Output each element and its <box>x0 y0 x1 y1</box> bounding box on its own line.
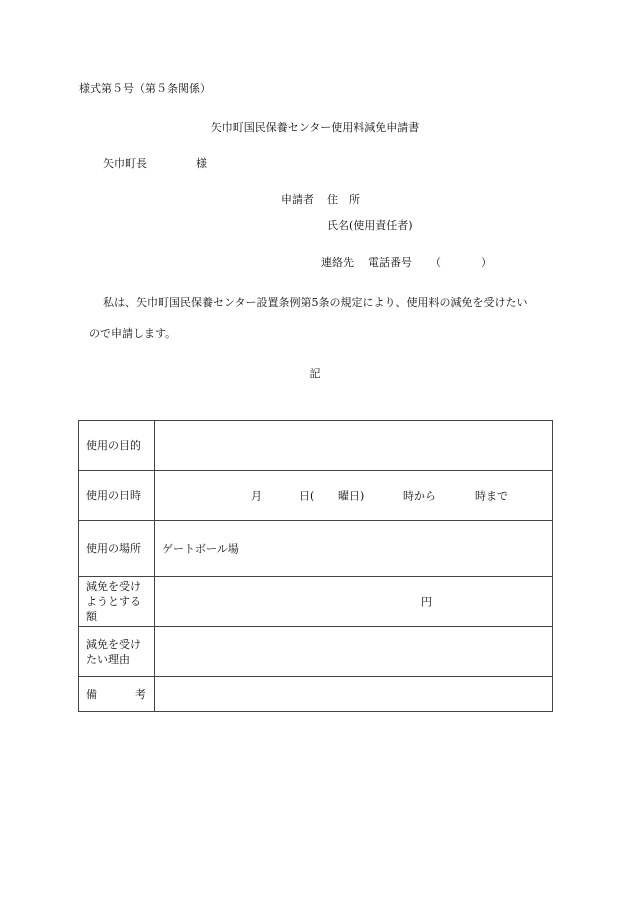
purpose-label: 使用の目的 <box>79 421 155 471</box>
amount-value <box>155 577 553 627</box>
page-title: 矢巾町国民保養センター使用料減免申請書 <box>210 121 420 134</box>
remarks-label-left: 備 <box>86 687 97 701</box>
row-datetime <box>79 471 553 521</box>
place-value-text: ゲートボール場 <box>162 542 239 555</box>
details-table <box>78 420 553 712</box>
amount-label-line-1: 減免を受け <box>86 580 141 593</box>
contact-label: 連絡先 <box>321 256 354 269</box>
ki-heading: 記 <box>309 367 321 380</box>
amount-label-line-2: ようとする <box>86 595 141 608</box>
row-reason <box>79 627 553 677</box>
purpose-value <box>155 421 553 471</box>
weekday-label: 曜日) <box>338 489 365 502</box>
yen-unit: 円 <box>421 595 432 608</box>
time-from-label: 時から <box>403 489 436 502</box>
form-number: 様式第５号（第５条関係） <box>79 82 211 95</box>
time-to-label: 時まで <box>475 489 508 502</box>
row-place <box>79 521 553 577</box>
body-text-line-2: ので申請します。 <box>89 327 177 340</box>
address-label: 住 所 <box>327 193 360 206</box>
day-label: 日( <box>299 489 315 502</box>
applicant-label: 申請者 <box>281 193 314 206</box>
name-label: 氏名(使用責任者) <box>327 219 413 232</box>
datetime-value <box>155 471 553 521</box>
body-text-line-1: 私は、矢巾町国民保養センター設置条例第5条の規定により、使用料の減免を受けたい <box>103 296 528 309</box>
phone-paren-open: （ <box>430 256 441 269</box>
datetime-label: 使用の日時 <box>79 471 155 521</box>
reason-label <box>79 627 155 677</box>
row-purpose <box>79 421 553 471</box>
place-label: 使用の場所 <box>79 521 155 577</box>
addressee-name: 矢巾町長 <box>103 157 147 170</box>
reason-label-line-2: たい理由 <box>86 652 130 666</box>
addressee-honorific: 様 <box>196 157 207 170</box>
remarks-label <box>79 677 155 712</box>
row-amount <box>79 577 553 627</box>
reason-label-line-1: 減免を受け <box>86 637 141 651</box>
phone-paren-close: ） <box>481 256 492 269</box>
reason-value <box>155 627 553 677</box>
remarks-label-right: 考 <box>135 687 146 701</box>
place-value <box>155 521 553 577</box>
row-remarks <box>79 677 553 712</box>
month-label: 月 <box>251 489 262 502</box>
amount-label-line-3: 額 <box>86 610 97 623</box>
amount-label <box>79 577 155 627</box>
remarks-value <box>155 677 553 712</box>
phone-label: 電話番号 <box>368 256 412 269</box>
